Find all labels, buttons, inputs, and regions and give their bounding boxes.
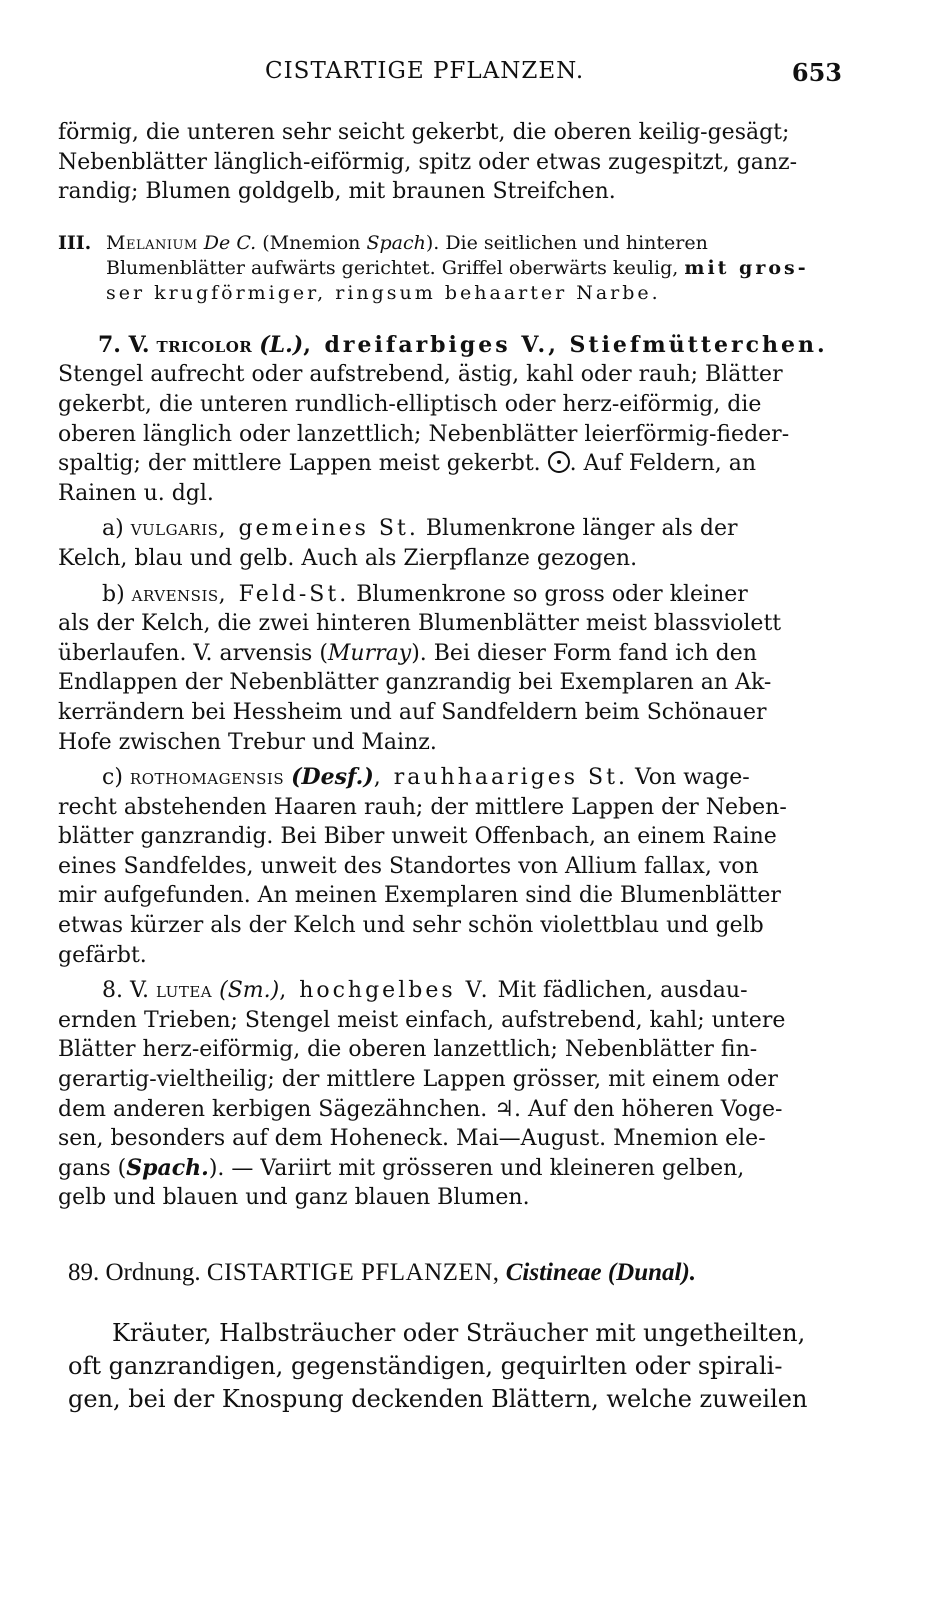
text-line xyxy=(98,331,848,361)
text-line: Blätter herz-eiförmig, die oberen lanzettlich; Nebenblätter fin- xyxy=(58,1037,758,1063)
species-common-name: , hochgelbes V. xyxy=(279,978,491,1004)
text-line xyxy=(106,231,848,256)
perennial-symbol-icon: ♃ xyxy=(494,1096,515,1122)
text-line: gen, bei der Knospung deckenden Blättern, welche zuweilen xyxy=(68,1385,808,1413)
variety-label: a) xyxy=(102,516,124,542)
variety-rothomagensis xyxy=(58,763,848,970)
species-name: tricolor xyxy=(156,331,253,358)
text-line xyxy=(58,449,848,479)
text-line: gekerbt, die unteren rundlich-elliptisch oder herz-eiförmig, die xyxy=(58,391,762,417)
text-line: förmig, die unteren sehr seicht gekerbt, die oberen keilig-gesägt; xyxy=(58,120,790,145)
variety-common-name: , Feld-St. xyxy=(218,581,350,607)
text-line: blätter ganzrandig. Bei Biber unweit Offenbach, an einem Raine xyxy=(58,824,777,850)
text-line: eines Sandfeldes, unweit des Standortes von Allium fallax, von xyxy=(58,853,759,879)
variety-author: (Desf.) xyxy=(291,764,374,791)
section-name: Melanium xyxy=(106,231,198,254)
variety-name: vulgaris xyxy=(130,516,219,542)
species-tricolor xyxy=(58,331,848,361)
species-lutea xyxy=(58,976,848,1213)
text-line xyxy=(58,1095,848,1125)
variety-label: b) xyxy=(102,581,125,607)
text-line: etwas kürzer als der Kelch und sehr schön violettblau und gelb xyxy=(58,913,764,939)
variety-name: rothomagensis xyxy=(129,765,285,791)
text-fragment: Von wage- xyxy=(634,765,750,791)
text-fragment: überlaufen. V. arvensis ( xyxy=(58,640,328,666)
text-fragment: ). Bei dieser Form fand ich den xyxy=(411,640,757,666)
order-prefix: 89. Ordnung. xyxy=(68,1259,201,1286)
species-author: (Sm.) xyxy=(219,978,280,1004)
species-author: (L.) xyxy=(259,331,304,358)
text-line: recht abstehenden Haaren rauh; der mittlere Lappen der Neben- xyxy=(58,794,787,820)
section-text: Die seitlichen und hinteren xyxy=(445,231,708,254)
text-fragment: dem anderen kerbigen Sägezähnchen. xyxy=(58,1096,488,1122)
page-header xyxy=(0,58,930,94)
variety-name: arvensis xyxy=(131,581,219,607)
text-line: Kelch, blau und gelb. Auch als Zierpflanze gezogen. xyxy=(58,545,638,571)
running-title: CISTARTIGE PFLANZEN. xyxy=(265,58,585,84)
text-fragment: Blumenkrone so gross oder kleiner xyxy=(356,581,748,607)
text-line xyxy=(106,256,848,281)
variety-common-name: , rauhhaariges St. xyxy=(373,765,628,791)
text-line xyxy=(58,639,848,669)
section-melanium xyxy=(58,231,848,306)
species-common-name: , dreifarbiges V., Stiefmütterchen. xyxy=(303,331,828,358)
text-line: oberen länglich oder lanzettlich; Nebenblätter leierförmig-fieder- xyxy=(58,421,790,447)
section-author: De C. xyxy=(203,231,257,254)
text-fragment: Mit fädlichen, ausdau- xyxy=(497,978,748,1004)
species-number: 7. V. xyxy=(98,331,150,358)
text-line: sen, besonders auf dem Hoheneck. Mai—August. Mnemion ele- xyxy=(58,1126,766,1152)
page-number: 653 xyxy=(791,58,842,87)
variety-common-name: , gemeines St. xyxy=(218,516,419,542)
text-line: als der Kelch, die zwei hinteren Blumenblätter meist blassviolett xyxy=(58,611,782,637)
text-line: Rainen u. dgl. xyxy=(58,480,214,506)
text-fragment: spaltig; der mittlere Lappen meist gekerbt. xyxy=(58,451,541,477)
text-line: randig; Blumen goldgelb, mit braunen Streifchen. xyxy=(58,179,616,205)
synonym-open: (Mnemion xyxy=(262,231,361,254)
order-heading xyxy=(58,1257,848,1289)
synonym-author: Spach xyxy=(366,231,426,254)
text-line xyxy=(58,976,848,1006)
text-line: Hofe zwischen Trebur und Mainz. xyxy=(58,729,437,755)
text-line xyxy=(58,1154,848,1184)
text-line: Nebenblätter länglich-eiförmig, spitz oder etwas zugespitzt, ganz- xyxy=(58,149,798,175)
text-line: oft ganzrandigen, gegenständigen, gequirlten oder spirali- xyxy=(68,1352,783,1380)
text-line: Kräuter, Halbsträucher oder Sträucher mit ungetheilten, xyxy=(112,1319,806,1347)
spaced-text: mit gros- xyxy=(684,256,809,279)
text-line xyxy=(58,580,848,610)
species-number: 8. V. xyxy=(102,978,150,1004)
text-fragment: . Auf Feldern, an xyxy=(569,451,757,477)
section-number: III. xyxy=(58,231,92,254)
annual-symbol-icon xyxy=(548,451,570,473)
text-line: gefärbt. xyxy=(58,942,147,968)
intro-paragraph xyxy=(58,118,848,207)
text-line: kerrändern bei Hessheim und auf Sandfeldern beim Schönauer xyxy=(58,699,767,725)
text-line: Stengel aufrecht oder aufstrebend, ästig, kahl oder rauh; Blätter xyxy=(58,362,783,388)
text-fragment: gans ( xyxy=(58,1155,127,1181)
text-fragment: ). — Variirt mit grösseren und kleineren gelben, xyxy=(208,1155,745,1181)
text-line: ernden Trieben; Stengel meist einfach, aufstrebend, kahl; untere xyxy=(58,1007,786,1033)
text-fragment: Blumenkrone länger als der xyxy=(425,516,738,542)
text-line xyxy=(58,763,848,793)
variety-vulgaris xyxy=(58,514,848,573)
variety-label: c) xyxy=(102,765,123,791)
species-tricolor-description xyxy=(58,360,848,508)
text-line xyxy=(58,514,848,544)
order-latin-name: Cistineae (Dunal). xyxy=(505,1259,697,1286)
species-name: lutea xyxy=(156,978,213,1004)
text-fragment: . Auf den höheren Voge- xyxy=(514,1096,783,1122)
author-name: Murray xyxy=(327,640,412,666)
author-name: Spach. xyxy=(126,1154,209,1181)
variety-arvensis xyxy=(58,580,848,758)
page-body xyxy=(58,118,848,1416)
text-line: gelb und blauen und ganz blauen Blumen. xyxy=(58,1185,530,1211)
spaced-line: ser krugförmiger, ringsum behaarter Narbe. xyxy=(106,281,661,304)
text-line: mir aufgefunden. An meinen Exemplaren sind die Blumenblätter xyxy=(58,883,781,909)
synonym-close: ). xyxy=(425,231,440,254)
order-description xyxy=(58,1317,848,1416)
text-line: Endlappen der Nebenblätter ganzrandig bei Exemplaren an Ak- xyxy=(58,670,772,696)
section-text: Blumenblätter aufwärts gerichtet. Griffel oberwärts keulig, xyxy=(106,256,679,279)
order-name: CISTARTIGE PFLANZEN, xyxy=(206,1259,500,1286)
text-line: gerartig-vieltheilig; der mittlere Lappen grösser, mit einem oder xyxy=(58,1067,778,1093)
